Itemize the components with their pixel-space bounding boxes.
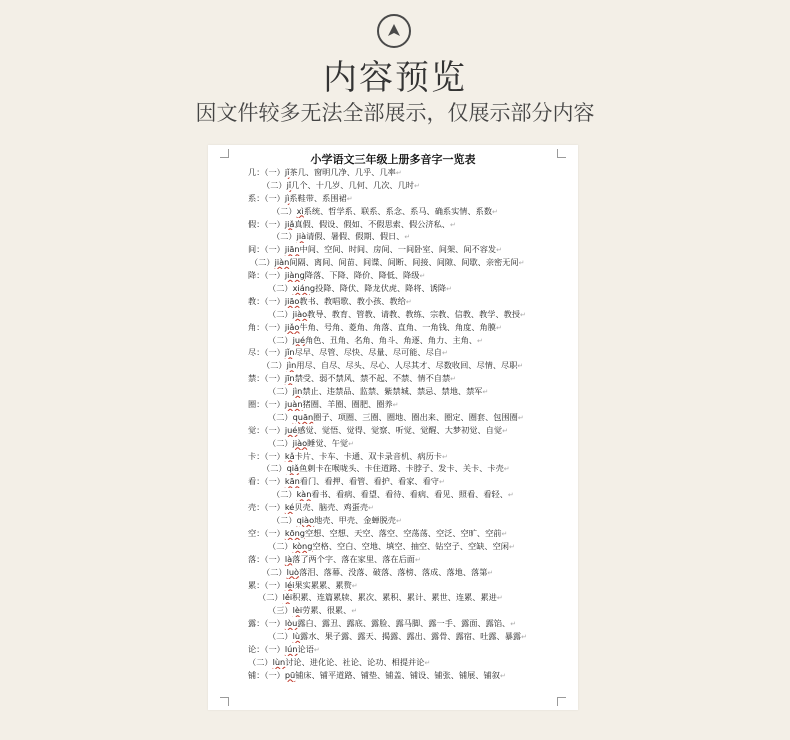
document-line xyxy=(248,411,572,424)
line-text: 教导、教育、管教、请教、教练、宗教、信教、教学、教授 xyxy=(307,308,521,319)
line-prefix: 系：（一） xyxy=(248,192,285,203)
document-line xyxy=(248,462,572,475)
line-pinyin: juàn xyxy=(284,399,303,410)
paragraph-mark-icon: ↵ xyxy=(487,568,494,577)
line-text: 卡片、卡车、卡通、双卡录音机、病历卡 xyxy=(294,450,442,461)
paragraph-mark-icon: ↵ xyxy=(442,452,448,461)
line-prefix: （二） xyxy=(272,489,297,500)
line-prefix: 卡：（一） xyxy=(248,450,285,461)
paragraph-mark-icon: ↵ xyxy=(395,169,402,177)
paragraph-mark-icon: ↵ xyxy=(503,465,510,474)
line-pinyin: jiàng xyxy=(284,270,305,281)
paragraph-mark-icon: ↵ xyxy=(502,426,508,435)
line-pinyin: jìn xyxy=(292,386,303,397)
line-prefix: 看：（一） xyxy=(248,476,285,487)
document-line xyxy=(248,643,572,656)
line-prefix: （二） xyxy=(262,463,287,474)
paragraph-mark-icon: ↵ xyxy=(351,607,358,616)
line-pinyin: jiào xyxy=(292,437,308,448)
document-line xyxy=(248,334,572,347)
paragraph-mark-icon: ↵ xyxy=(518,259,525,268)
line-prefix: 论：（一） xyxy=(248,643,285,654)
line-pinyin: kōng xyxy=(284,527,305,538)
line-pinyin: jiàn xyxy=(274,257,290,268)
document-line xyxy=(248,179,572,192)
line-text: 睡觉、午觉 xyxy=(307,437,349,448)
line-pinyin: jiāo xyxy=(284,295,300,306)
paragraph-mark-icon: ↵ xyxy=(419,272,426,281)
line-text: 铺床、铺平道路、铺垫、铺盖、铺设、铺张、铺展、铺叙 xyxy=(295,669,500,680)
paragraph-mark-icon: ↵ xyxy=(313,645,320,654)
line-pinyin: pū xyxy=(284,669,296,680)
line-pinyin: jiǎ xyxy=(284,218,295,229)
line-text: 禁受、弱不禁风、禁不起、不禁、情不自禁 xyxy=(294,373,451,384)
document-body xyxy=(248,166,572,682)
line-text: 角色、丑角、名角、角斗、角逐、角力、主角、 xyxy=(305,334,478,345)
document-line xyxy=(248,230,572,243)
line-pinyin: jǐ xyxy=(284,167,290,177)
line-text: 尽早、尽管、尽快、尽量、尽可能、尽自 xyxy=(294,347,442,358)
line-prefix: 假：（一） xyxy=(248,218,285,229)
line-text: 圈子、项圈、三圈、圈地、圈出来、圈定、圈套、包围圈 xyxy=(313,411,518,422)
line-text: 地壳、甲壳、金蝉脱壳 xyxy=(314,515,396,526)
line-pinyin: qiào xyxy=(296,515,315,526)
line-text: 禁止、违禁品、监禁、紫禁城、禁忌、禁地、禁军 xyxy=(302,386,483,397)
line-text: 教书、教唱歌、教小孩、教给 xyxy=(299,295,406,306)
line-prefix: 觉：（一） xyxy=(248,424,285,435)
paragraph-mark-icon: ↵ xyxy=(507,491,514,500)
document-line xyxy=(248,398,572,411)
paragraph-mark-icon: ↵ xyxy=(520,310,526,319)
line-prefix: （三） xyxy=(268,605,293,616)
document-line xyxy=(248,282,572,295)
document-line xyxy=(248,166,572,179)
paragraph-mark-icon: ↵ xyxy=(508,542,515,551)
line-text: 茶几、窗明几净、几乎、几率 xyxy=(289,167,396,177)
line-pinyin: jǐn xyxy=(284,347,295,358)
line-pinyin: jǐ xyxy=(286,179,292,190)
line-text: 间隔、离间、间苗、间谍、间断、间接、间隙、间歇、亲密无间 xyxy=(289,257,519,268)
document-line xyxy=(248,630,572,643)
line-pinyin: lù xyxy=(292,631,301,642)
paragraph-mark-icon: ↵ xyxy=(517,362,524,371)
line-text: 牛角、号角、菱角、角落、直角、一角钱、角度、角膜 xyxy=(299,321,496,332)
document-line xyxy=(248,205,572,218)
line-pinyin: kòng xyxy=(292,540,313,551)
line-text: 系鞋带、系围裙 xyxy=(289,192,347,203)
document-line xyxy=(248,669,572,682)
line-prefix: （二） xyxy=(248,656,273,667)
line-prefix: （二） xyxy=(262,566,287,577)
line-pinyin: xiáng xyxy=(292,283,316,294)
paragraph-mark-icon: ↵ xyxy=(510,620,517,629)
paragraph-mark-icon: ↵ xyxy=(439,478,445,487)
document-line xyxy=(248,424,572,437)
line-text: 用尽、自尽、尽头、尽心、人尽其才、尽数收回、尽情、尽职 xyxy=(296,360,518,371)
paragraph-mark-icon: ↵ xyxy=(482,388,489,397)
line-text: 几个、十几岁、几何、几次、几时 xyxy=(291,179,414,190)
line-prefix: （二） xyxy=(268,631,293,642)
line-prefix: （二） xyxy=(268,308,293,319)
document-line xyxy=(248,372,572,385)
line-text: 劳累、很累、 xyxy=(302,605,352,616)
line-prefix: 降：（一） xyxy=(248,270,285,281)
line-prefix: 铺：（一） xyxy=(248,669,285,680)
document-line xyxy=(248,450,572,463)
document-line xyxy=(248,359,572,372)
paragraph-mark-icon: ↵ xyxy=(404,233,411,242)
document-line xyxy=(248,514,572,527)
paragraph-mark-icon: ↵ xyxy=(414,555,421,564)
line-pinyin: kàn xyxy=(296,489,312,500)
line-prefix: 累：（一） xyxy=(248,579,285,590)
line-prefix: （二） xyxy=(268,283,293,294)
paragraph-mark-icon: ↵ xyxy=(424,658,431,667)
line-pinyin: jì xyxy=(284,192,290,203)
line-text: 空格、空白、空地、填空、抽空、钻空子、空缺、空闲 xyxy=(312,540,509,551)
paragraph-mark-icon: ↵ xyxy=(499,671,506,680)
line-prefix: （二） xyxy=(268,411,293,422)
line-text: 看书、看病、看望、看待、看病、看见、照看、看轻、 xyxy=(311,489,508,500)
logo-icon xyxy=(377,14,411,48)
line-prefix: 几：（一） xyxy=(248,167,285,177)
line-prefix: 圈：（一） xyxy=(248,399,285,410)
line-pinyin: qiǎ xyxy=(286,463,300,474)
line-pinyin: jīn xyxy=(284,373,295,384)
line-text: 真假、假设、假如、不假思索、假公济私、 xyxy=(294,218,450,229)
document-line xyxy=(248,604,572,617)
paragraph-mark-icon: ↵ xyxy=(441,349,448,358)
line-pinyin: xì xyxy=(296,205,304,216)
paragraph-mark-icon: ↵ xyxy=(395,517,402,526)
line-prefix: （二） xyxy=(268,386,293,397)
line-pinyin: jiào xyxy=(292,308,308,319)
line-text: 落泪、落幕、没落、破落、落榜、落成、落地、落第 xyxy=(299,566,488,577)
line-text: 猪圈、羊圈、圈肥、圈养 xyxy=(302,399,393,410)
line-text: 降落、下降、降价、降低、降级 xyxy=(304,270,420,281)
line-prefix: （二） xyxy=(272,231,297,242)
line-prefix: （二） xyxy=(258,592,283,603)
document-line xyxy=(248,218,572,231)
line-pinyin: lěi xyxy=(282,592,293,603)
paragraph-mark-icon: ↵ xyxy=(348,439,354,448)
document-line xyxy=(248,656,572,669)
line-prefix: （二） xyxy=(272,205,297,216)
paragraph-mark-icon: ↵ xyxy=(392,401,399,410)
document-line xyxy=(248,295,572,308)
line-text: 投降、降伏、降龙伏虎、降将、诱降 xyxy=(315,283,447,294)
line-pinyin: jià xyxy=(296,231,307,242)
line-text: 露水、果子露、露天、揭露、露出、露骨、露宿、吐露、暴露 xyxy=(300,631,522,642)
line-prefix: （二） xyxy=(268,437,293,448)
line-prefix: 落：（一） xyxy=(248,553,285,564)
line-text: 露白、露丑、露底、露脸、露马脚、露一手、露面、露馅、 xyxy=(297,618,511,629)
line-pinyin: kān xyxy=(284,476,300,487)
document-line xyxy=(248,475,572,488)
line-pinyin: quān xyxy=(292,411,314,422)
page-title: 内容预览 xyxy=(323,58,467,98)
document-line xyxy=(248,540,572,553)
line-text: 落了两个字、落在家里、落在后面 xyxy=(292,553,415,564)
paragraph-mark-icon: ↵ xyxy=(446,285,452,294)
line-prefix: 间：（一） xyxy=(248,244,285,255)
line-pinyin: lún xyxy=(284,643,298,654)
line-prefix: （二） xyxy=(268,540,293,551)
line-pinyin: jiān xyxy=(284,244,300,255)
line-text: 系统、哲学系、联系、系念、系马、确系实情、系数 xyxy=(303,205,493,216)
line-text: 请假、暑假、假期、假日、 xyxy=(306,231,405,242)
paragraph-mark-icon: ↵ xyxy=(501,529,508,538)
paragraph-mark-icon: ↵ xyxy=(450,375,457,384)
line-text: 讨论、进化论、社论、论功、相提并论 xyxy=(285,656,425,667)
line-text: 鱼刺卡在喉咙头、卡住道路、卡脖子、发卡、关卡、卡壳 xyxy=(299,463,504,474)
line-pinyin: kǎ xyxy=(284,450,295,461)
paragraph-mark-icon: ↵ xyxy=(492,207,498,216)
paragraph-mark-icon: ↵ xyxy=(521,633,527,642)
line-pinyin: lòu xyxy=(284,618,298,629)
line-prefix: 角：（一） xyxy=(248,321,285,332)
paragraph-mark-icon: ↵ xyxy=(413,181,420,190)
line-prefix: （二） xyxy=(250,257,275,268)
document-line xyxy=(248,501,572,514)
document-line xyxy=(248,243,572,256)
line-prefix: 教：（一） xyxy=(248,295,285,306)
line-prefix: （二） xyxy=(272,515,297,526)
page-corner-mark xyxy=(557,697,566,706)
paragraph-mark-icon: ↵ xyxy=(477,336,483,345)
line-pinyin: luò xyxy=(286,566,300,577)
line-pinyin: jiǎo xyxy=(284,321,300,332)
paragraph-mark-icon: ↵ xyxy=(351,581,358,590)
paragraph-mark-icon: ↵ xyxy=(346,194,353,203)
line-prefix: 壳：（一） xyxy=(248,502,285,513)
line-pinyin: jìn xyxy=(286,360,297,371)
document-preview xyxy=(208,145,578,710)
line-prefix: （二） xyxy=(262,360,287,371)
paragraph-mark-icon: ↵ xyxy=(368,504,374,513)
line-pinyin: léi xyxy=(284,579,295,590)
document-line xyxy=(248,527,572,540)
line-prefix: 禁：（一） xyxy=(248,373,285,384)
document-line xyxy=(248,256,572,269)
document-line xyxy=(248,346,572,359)
paragraph-mark-icon: ↵ xyxy=(450,220,456,229)
document-line xyxy=(248,591,572,604)
line-prefix: （二） xyxy=(268,334,293,345)
line-pinyin: ké xyxy=(284,502,295,513)
document-line xyxy=(248,321,572,334)
paragraph-mark-icon: ↵ xyxy=(405,297,412,306)
document-line xyxy=(248,385,572,398)
paragraph-mark-icon: ↵ xyxy=(517,413,524,422)
line-prefix: 空：（一） xyxy=(248,527,285,538)
document-line xyxy=(248,553,572,566)
paragraph-mark-icon: ↵ xyxy=(496,246,502,255)
line-prefix: 露：（一） xyxy=(248,618,285,629)
line-pinyin: lùn xyxy=(272,656,286,667)
line-prefix: （二） xyxy=(262,179,287,190)
line-text: 果实累累、累赘 xyxy=(294,579,352,590)
document-line xyxy=(248,269,572,282)
line-pinyin: lèi xyxy=(292,605,303,616)
page-subtitle: 因文件较多无法全部展示，仅展示部分内容 xyxy=(195,101,595,125)
line-text: 看门、看押、看管、看护、看家、看守 xyxy=(299,476,439,487)
line-text: 贝壳、脑壳、鸡蛋壳 xyxy=(294,502,369,513)
line-text: 感觉、觉悟、觉得、觉察、听觉、觉醒、大梦初觉、自觉 xyxy=(297,424,503,435)
document-line xyxy=(248,566,572,579)
document-line xyxy=(248,579,572,592)
paragraph-mark-icon: ↵ xyxy=(495,323,502,332)
document-line xyxy=(248,437,572,450)
line-text: 积累、连篇累牍、累次、累积、累计、累世、连累、累进 xyxy=(292,592,497,603)
paragraph-mark-icon: ↵ xyxy=(496,594,503,603)
line-pinyin: jué xyxy=(292,334,306,345)
document-line xyxy=(248,192,572,205)
document-line xyxy=(248,488,572,501)
line-prefix: 尽：（一） xyxy=(248,347,285,358)
line-text: 中间、空间、时间、房间、一间卧室、间架、间不容发 xyxy=(299,244,497,255)
line-text: 空想、空想、天空、落空、空荡荡、空泛、空旷、空前 xyxy=(304,527,502,538)
line-pinyin: là xyxy=(284,553,293,564)
document-line xyxy=(248,308,572,321)
line-text: 论语 xyxy=(297,643,314,654)
page-corner-mark xyxy=(220,697,229,706)
document-title: 小学语文三年级上册多音字一览表 xyxy=(310,153,476,166)
document-line xyxy=(248,617,572,630)
up-arrow-icon xyxy=(384,21,404,41)
line-pinyin: jué xyxy=(284,424,298,435)
